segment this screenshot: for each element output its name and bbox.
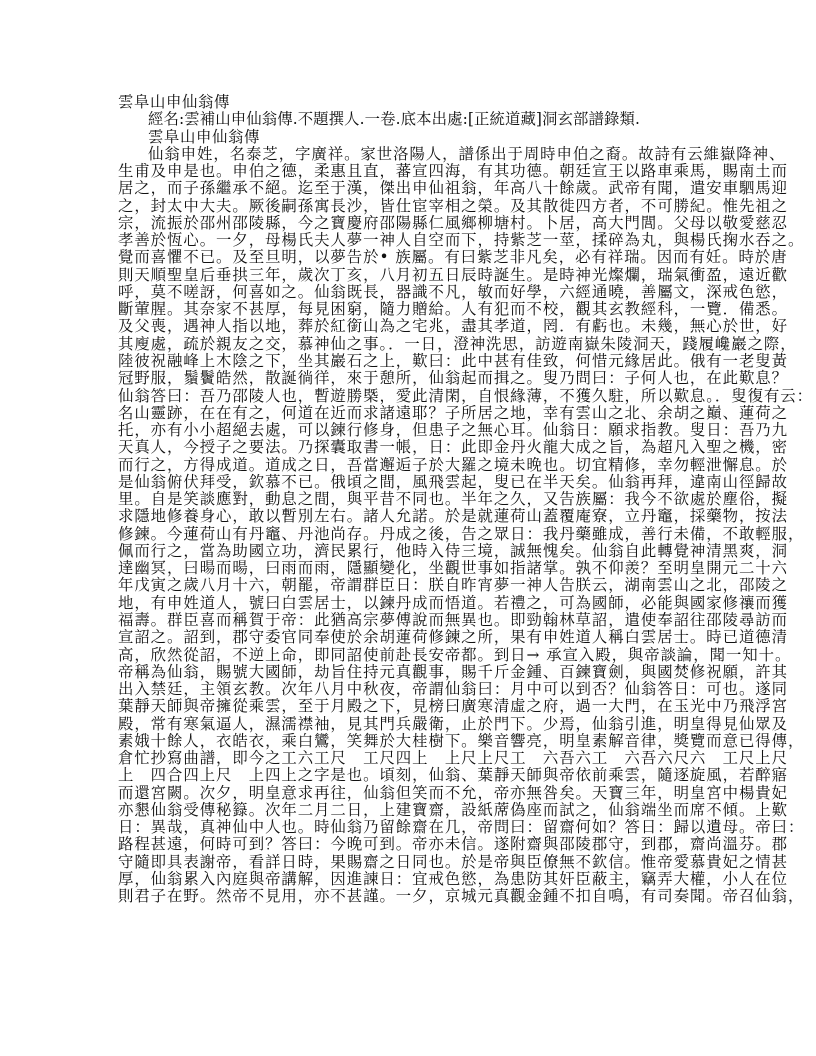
body-line: 厚，仙翁累入內庭與帝講解，因進諫日：宜戒色慾，為患防其奸臣蔽主，竊弄大權，小人在位 [118,869,788,888]
body-line: 之，封太中大夫。厥後嗣孫寓長沙，皆仕宦宰相之榮。及其散徙四方者，不可勝紀。惟先祖之 [118,196,788,215]
body-line: 孝善於恆心。一夕，母楊氏夫人夢一神人自空而下，持紫芝一莖，揉碎為丸，與楊氏掬水吞之。 [118,231,805,250]
body-line: 名山靈跡，在在有之，何道在近而求諸遠耶？子所居之地，幸有雲山之北、余胡之巔、蓮荷之 [118,403,788,422]
body-line: 求隱地修養身心，敢以暫別左右。諸人允諾。於是就蓮荷山蓋覆庵寮，立丹竈，採藥物，按法 [118,507,788,526]
body-line: 是仙翁俯伏拜受，欽慕不已。俄頃之間，風飛雲起，叟已在半天矣。仙翁再拜，違南山徑歸故 [118,472,788,491]
body-line: 冠野服，鬚鬢皓然，散誕徜徉，來于憩所，仙翁起而揖之。叟乃問曰：子何人也，在此歎息？ [118,369,788,388]
document-body [118,144,813,906]
body-line: 宣詔之。詔到，郡守委官同奉使於余胡蓮荷修鍊之所，果有申姓道人稱白雲居士。時已道德清 [118,628,788,647]
body-line: 上 四合四上尺 上四上之字是也。頃刻，仙翁、葉靜天師與帝依前乘雲，隨逐旋風，若醉寤 [118,766,788,785]
body-line: 出入禁廷，主領玄教。次年八月中秋夜，帝謂仙翁曰：月中可以到否？仙翁答日：可也。遂同 [118,680,788,699]
document-metadata: 經名:雲補山申仙翁傳.不題撰人.一卷.底本出處:[正統道藏]洞玄部譜錄類. [148,110,640,129]
body-line: 福壽。群臣喜而稱賀于帝：此猶高宗夢傅說而無異也。即勁翰林草詔，遣使奉詔往邵陵尋訪而 [118,610,788,629]
body-line: 葉靜天師與帝擁從乘雲，至于月殿之下，見榜曰廣寒清虛之府，過一大門，在玉光中乃飛浮宮 [118,697,788,716]
body-line: 而行之，方得成道。道成之日，吾當邂逅子於大羅之境未晚也。切宜精修，幸勿輕泄懈息。於 [118,455,788,474]
body-line: 素娥十餘人，衣皓衣，乘白鸞，笑舞於大桂樹下。樂音響亮，明皇素解音律，獎覽而意已得傳， [118,731,805,750]
body-line: 年戊寅之歲八月十六，朝罷，帝謂群臣日：朕自昨宵夢一神人告朕云，湖南雲山之北，邵陵之 [118,576,788,595]
body-line: 修鍊。今蓮荷山有丹竈、丹池尚存。丹成之後，告之眾日：我丹藥雖成，善行未備，不敢輕服， [118,524,805,543]
body-line: 守隨即具表謝帝，看詳日時，果賜齋之日同也。於是帝與臣僚無不欽信。惟帝愛慕貴妃之情甚 [118,852,788,871]
body-line: 路程甚遠，何時可到？答曰：今晚可到。帝亦未信。遂附齋與邵陵郡守，到郡，齋尚溫芬。郡 [118,835,788,854]
body-line: 仙翁申姓，名泰芝，字廣祥。家世洛陽人，譜係出于周時申伯之裔。故詩有云維嶽降神、 [148,144,786,163]
body-line: 高，欣然從詔，不逆上命，即同詔使前赴長安帝都。到日→ 承宣入殿，與帝談論，聞一知十。 [118,645,792,664]
body-line: 呼，莫不嗟訝，何喜如之。仙翁既長，器識不凡，敏而好學，六經通曉，善屬文，深戒色慾， [118,282,788,301]
document-page [118,93,813,906]
document-subtitle: 雲阜山申仙翁傳 [148,127,260,146]
body-line: 倉忙抄寫曲譜，即今之工六工尺 工尺四上 上尺上尺工 六吾六工 六吾六尺六 工尺上尺 [118,749,788,768]
body-line: 達幽冥，曰暘而暘，曰雨而雨，隱顯變化，坐觀世事如指諸掌。孰不仰羨？至明皇開元二十六 [118,559,788,578]
body-line: 地，有申姓道人，號曰白雲居士，以鍊丹成而悟道。若禮之，可為國師，必能與國家修禳而獲 [118,593,788,612]
body-line: 佩而行之，當為助國立功，濟民累行，他時入侍三境，誠無愧矣。仙翁自此轉覺神清黑爽，洞 [118,541,788,560]
body-line: 殿，常有寒氣逼人，濕濡襟袖，見其門兵嚴衛，止於門下。少焉，仙翁引進，明皇得見仙眾及 [118,714,788,733]
body-line: 斷葷腥。其奈家不甚厚，每見困窮，隨力贈給。人有犯而不校，觀其玄教經科，一覽．備悉。 [118,300,788,319]
body-line: 覺而喜懼不已。及至旦明，以夢告於• 族屬。有曰紫芝非凡矣，必有祥瑞。因而有妊。時於唐 [118,248,788,267]
body-line: 里。自是笑談應對，動息之間，與平昔不同也。半年之久，又告族屬：我今不欲處於塵俗，擬 [118,490,788,509]
body-line: 仙翁答曰：吾乃邵陵人也，暫遊勝槩，愛此清閑，自恨緣薄，不獲久駐，所以歎息。．叟復有云： [118,386,813,405]
body-line: 及父喪，遇神人指以地，葬於紅銜山為之宅兆，盡其孝道，罔．有虧也。未幾，無心於世，好 [118,317,788,336]
body-line: 生甫及申是也。申伯之德，柔惠且直，蕃宣四海，有其功德。朝廷宣王以路車乘馬，賜南土而 [118,162,788,181]
document-title: 雲阜山申仙翁傳 [118,93,230,111]
body-line: 居之，而子孫繼承不絕。迄至于漢，傑出申仙祖翁，年高八十餘歲。武帝有聞，遣安車駟馬迎 [118,179,788,198]
body-line: 宗，流振於邵州邵陵縣，今之寶慶府邵陽縣仁風鄉柳塘村。卜居，高大門閭。父母以敬愛慈忍 [118,213,788,232]
body-line: 天真人，今授子之要法。乃探囊取書一帳，日：此即金丹火龍大成之旨，為超凡入聖之機，密 [118,438,788,457]
body-line: 帝稱為仙翁，賜號大國師，劫旨住持元真觀事，賜千斤金鍾、百鍊寶劍，與國焚修祝願，許其 [118,662,788,681]
body-line: 日：異哉，真神仙中人也。時仙翁乃留餘齋在几，帝問曰：留齋何如？答日：歸以遺母。帝曰： [118,818,805,837]
body-line: 托，亦有小小超絕去處，可以鍊行修身，但患子之無心耳。仙翁日：願求指教。叟日：吾乃九 [118,421,788,440]
body-line: 陸彼祝融峰上木陰之下，坐其巖石之上，歎曰：此中甚有佳致，何惜元緣居此。俄有一老叟黃 [118,351,788,370]
body-line: 則君子在野。然帝不見用，亦不甚謹。一夕，京城元真觀金鍾不扣自鳴，有司奏聞。帝召仙翁， [118,887,805,906]
body-line: 而還宮闕。次夕，明皇意求再往，仙翁但笑而不允，帝亦無咎矣。天寶三年，明皇宮中楊貴妃 [118,783,788,802]
body-line: 亦懇仙翁受傳秘籙。次年二月二日，上建寶齋，設紙蓆偽座而試之，仙翁端坐而席不傾。上歎 [118,800,788,819]
body-line: 其廋處，疏於親友之交，慕神仙之事。．一日，澄神洗思，訪遊南嶽朱陵洞天，踐履巉巖之際， [118,334,797,353]
body-line: 則天順聖皇后垂拱三年，歲次丁亥，八月初五日辰時誕生。是時神光燦爛，瑞氣衝盈，遠近歡 [118,265,788,284]
